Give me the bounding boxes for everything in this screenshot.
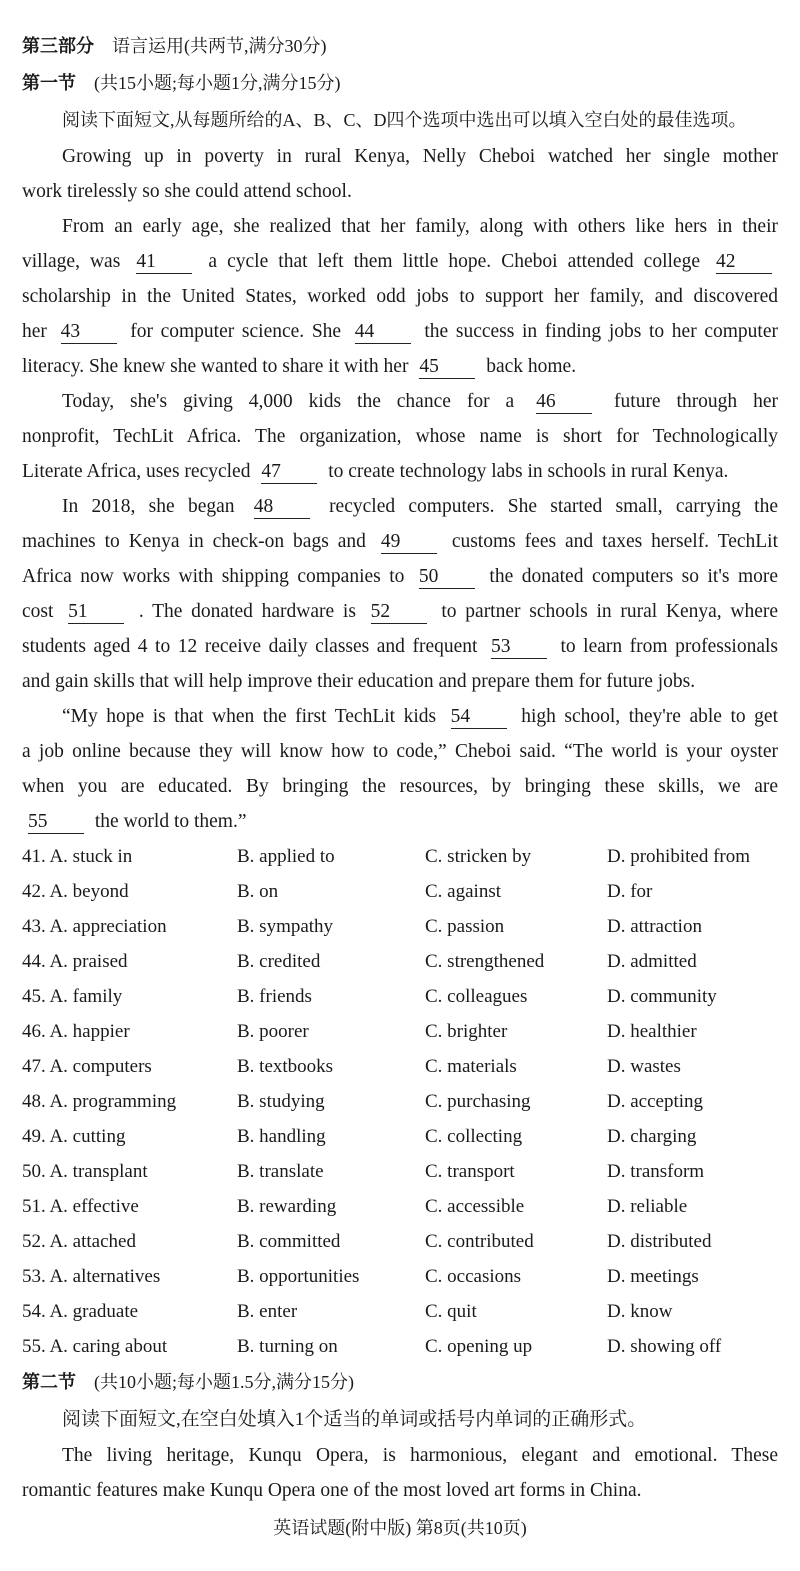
question-row [22, 1014, 778, 1049]
section2-info: (共10小题;每小题1.5分,满分15分) [94, 1372, 354, 1392]
option-c[interactable]: C. opening up [425, 1336, 533, 1357]
passage-text: Literate Africa, uses recycled [22, 461, 251, 482]
option-b[interactable]: B. applied to [237, 846, 335, 867]
option-b[interactable]: B. poorer [237, 1021, 309, 1042]
section1-instruction: 阅读下面短文,从每题所给的A、B、C、D四个选项中选出可以填入空白处的最佳选项。 [62, 110, 747, 130]
option-b[interactable]: B. enter [237, 1301, 298, 1322]
question-row [22, 909, 778, 944]
question-number: 44. [22, 951, 46, 972]
passage-text: literacy. She knew she wanted to share it with her [22, 356, 409, 377]
passage-text: village, was [22, 251, 121, 272]
question-row [22, 1224, 778, 1259]
passage-line [22, 419, 778, 454]
option-a-text: A. computers [49, 1056, 152, 1077]
passage-text: “My hope is that when the first TechLit kids [62, 706, 437, 727]
option-a[interactable] [22, 874, 129, 909]
passage-line [22, 664, 778, 699]
passage-text: back home. [486, 356, 577, 377]
option-b[interactable]: B. translate [237, 1161, 324, 1182]
passage-text: work tirelessly so she could attend school. [22, 181, 352, 202]
option-d[interactable]: D. transform [607, 1161, 705, 1182]
option-c[interactable]: C. purchasing [425, 1091, 531, 1112]
option-b[interactable]: B. friends [237, 986, 312, 1007]
question-number: 46. [22, 1021, 46, 1042]
option-d[interactable]: D. prohibited from [607, 846, 751, 867]
blank-54: 54 [451, 706, 507, 729]
question-row [22, 874, 778, 909]
option-a-text: A. happier [49, 1021, 130, 1042]
option-c[interactable]: C. accessible [425, 1196, 525, 1217]
passage-line [22, 314, 778, 349]
option-a[interactable] [22, 1154, 148, 1189]
passage-line [22, 384, 778, 419]
option-b[interactable]: B. sympathy [237, 916, 334, 937]
option-c[interactable]: C. brighter [425, 1021, 508, 1042]
blank-41: 41 [136, 251, 192, 274]
question-number: 50. [22, 1161, 46, 1182]
question-number: 54. [22, 1301, 46, 1322]
question-number: 49. [22, 1126, 46, 1147]
question-number: 47. [22, 1056, 46, 1077]
blank-50: 50 [419, 566, 475, 589]
blank-55: 55 [28, 811, 84, 834]
passage-line [22, 804, 778, 839]
option-c[interactable]: C. quit [425, 1301, 477, 1322]
passage-line [22, 734, 778, 769]
passage-text: to partner schools in rural Kenya, where [441, 601, 779, 622]
passage-text: Growing up in poverty in rural Kenya, Nelly Cheboi watched her single mother [62, 146, 778, 167]
question-number: 45. [22, 986, 46, 1007]
option-d[interactable]: D. accepting [607, 1091, 704, 1112]
option-a[interactable] [22, 1329, 167, 1364]
question-number: 51. [22, 1196, 46, 1217]
option-b[interactable]: B. rewarding [237, 1196, 337, 1217]
option-a[interactable] [22, 909, 167, 944]
blank-51: 51 [68, 601, 124, 624]
passage-text: students aged 4 to 12 receive daily classes and frequent [22, 636, 478, 657]
option-c[interactable]: C. collecting [425, 1126, 523, 1147]
option-a-text: A. stuck in [49, 846, 133, 867]
blank-53: 53 [491, 636, 547, 659]
option-b[interactable]: B. handling [237, 1126, 326, 1147]
option-a[interactable] [22, 1049, 152, 1084]
passage-text: nonprofit, TechLit Africa. The organization, whose name is short for Technologically [22, 426, 778, 447]
option-a[interactable] [22, 1294, 138, 1329]
section2-line: romantic features make Kunqu Opera one of the most loved art forms in China. [22, 1480, 642, 1501]
option-b[interactable]: B. studying [237, 1091, 325, 1112]
option-d[interactable]: D. attraction [607, 916, 702, 937]
option-d[interactable]: D. charging [607, 1126, 697, 1147]
passage-text: the world to them.” [94, 811, 247, 832]
passage-text: to learn from professionals [560, 636, 779, 657]
exam-page [22, 28, 778, 1547]
option-d[interactable]: D. community [607, 986, 717, 1007]
page-footer: 英语试题(附中版) 第8页(共10页) [273, 1518, 527, 1538]
option-a[interactable] [22, 1084, 176, 1119]
blank-45: 45 [419, 356, 475, 379]
section1-heading [22, 65, 778, 102]
option-c[interactable]: C. contributed [425, 1231, 534, 1252]
blank-48: 48 [254, 496, 310, 519]
option-c[interactable]: C. colleagues [425, 986, 528, 1007]
option-a-text: A. family [49, 986, 123, 1007]
section1-info: (共15小题;每小题1分,满分15分) [94, 73, 341, 93]
question-row [22, 1049, 778, 1084]
blank-52: 52 [371, 601, 427, 624]
option-d[interactable]: D. for [607, 881, 653, 902]
passage-text: From an early age, she realized that her family, along with others like hers in their [62, 216, 778, 237]
question-row [22, 1329, 778, 1364]
option-a-text: A. beyond [49, 881, 129, 902]
option-b[interactable]: B. opportunities [237, 1266, 360, 1287]
passage-text: scholarship in the United States, worked odd jobs to support her family, and discovered [22, 286, 778, 307]
question-row [22, 1119, 778, 1154]
passage-line [22, 349, 778, 384]
question-number: 43. [22, 916, 46, 937]
passage-text: for computer science. She [130, 321, 342, 342]
option-c[interactable]: C. transport [425, 1161, 515, 1182]
section1-title: 第一节 [22, 73, 76, 93]
passage-text: future through her [614, 391, 779, 412]
question-row [22, 1084, 778, 1119]
question-row [22, 1259, 778, 1294]
question-row [22, 1189, 778, 1224]
question-row [22, 839, 778, 874]
passage-text: a job online because they will know how to code,” Cheboi said. “The world is your oyster [22, 741, 778, 762]
passage-line [22, 699, 778, 734]
option-d[interactable]: D. healthier [607, 1021, 697, 1042]
passage-text: cost [22, 601, 54, 622]
question-list [22, 839, 778, 1364]
passage-line [22, 209, 778, 244]
option-a-text: A. alternatives [49, 1266, 161, 1287]
option-c[interactable]: C. stricken by [425, 846, 532, 867]
part-heading [22, 28, 778, 65]
option-b[interactable]: B. credited [237, 951, 321, 972]
part-title: 第三部分 [22, 36, 94, 56]
option-a[interactable] [22, 1014, 130, 1049]
passage-text: . The donated hardware is [138, 601, 356, 622]
passage-line [22, 279, 778, 314]
blank-43: 43 [61, 321, 117, 344]
option-b[interactable]: B. textbooks [237, 1056, 334, 1077]
passage-line [22, 524, 778, 559]
passage-text: Today, she's giving 4,000 kids the chance for a [62, 391, 515, 412]
option-a-text: A. effective [49, 1196, 139, 1217]
passage-line [22, 769, 778, 804]
blank-49: 49 [381, 531, 437, 554]
option-c[interactable]: C. materials [425, 1056, 517, 1077]
question-number: 48. [22, 1091, 46, 1112]
blank-46: 46 [536, 391, 592, 414]
option-a[interactable] [22, 1259, 160, 1294]
passage-text: to create technology labs in schools in rural Kenya. [328, 461, 729, 482]
passage-text: high school, they're able to get [521, 706, 778, 727]
section2-line: The living heritage, Kunqu Opera, is harmonious, elegant and emotional. These [62, 1445, 778, 1466]
passage-text: the success in finding jobs to her computer [424, 321, 778, 342]
section2-instruction: 阅读下面短文,在空白处填入1个适当的单词或括号内单词的正确形式。 [62, 1409, 647, 1430]
option-a-text: A. praised [49, 951, 128, 972]
option-d[interactable]: D. showing off [607, 1336, 722, 1357]
option-a-text: A. programming [49, 1091, 177, 1112]
option-b[interactable]: B. on [237, 881, 279, 902]
passage-text: customs fees and taxes herself. TechLit [451, 531, 779, 552]
option-d[interactable]: D. reliable [607, 1196, 688, 1217]
passage-text: In 2018, she began [62, 496, 235, 517]
passage-line [22, 594, 778, 629]
passage-text: the donated computers so it's more [489, 566, 779, 587]
cloze-passage [22, 139, 778, 839]
option-c[interactable]: C. passion [425, 916, 505, 937]
question-row [22, 1294, 778, 1329]
question-row [22, 944, 778, 979]
passage-text: Africa now works with shipping companies to [22, 566, 405, 587]
option-a[interactable] [22, 944, 128, 979]
option-d[interactable]: D. meetings [607, 1266, 699, 1287]
option-d[interactable]: D. wastes [607, 1056, 681, 1077]
passage-text: her [22, 321, 47, 342]
option-d[interactable]: D. admitted [607, 951, 697, 972]
section2-heading [22, 1364, 778, 1401]
option-a-text: A. appreciation [49, 916, 167, 937]
passage-text: recycled computers. She started small, carrying the [329, 496, 778, 517]
question-number: 42. [22, 881, 46, 902]
option-a-text: A. caring about [49, 1336, 168, 1357]
option-d[interactable]: D. distributed [607, 1231, 712, 1252]
option-b[interactable]: B. turning on [237, 1336, 338, 1357]
passage-line [22, 454, 778, 489]
option-a[interactable] [22, 1119, 125, 1154]
option-a-text: A. attached [49, 1231, 136, 1252]
option-a[interactable] [22, 979, 122, 1014]
question-number: 41. [22, 846, 46, 867]
section2-title: 第二节 [22, 1372, 76, 1392]
question-number: 53. [22, 1266, 46, 1287]
passage-text: when you are educated. By bringing the resources, by bringing these skills, we are [22, 776, 778, 797]
passage-line [22, 489, 778, 524]
passage-line [22, 629, 778, 664]
option-a-text: A. transplant [49, 1161, 148, 1182]
passage-text: a cycle that left them little hope. Cheboi attended college [208, 251, 700, 272]
option-c[interactable]: C. against [425, 881, 501, 902]
passage-text: and gain skills that will help improve their education and prepare them for future jobs. [22, 671, 696, 692]
blank-44: 44 [355, 321, 411, 344]
option-a[interactable] [22, 1224, 136, 1259]
passage-line [22, 139, 778, 174]
question-row [22, 1154, 778, 1189]
passage-text: machines to Kenya in check-on bags and [22, 531, 366, 552]
question-row [22, 979, 778, 1014]
option-a[interactable] [22, 1189, 139, 1224]
option-a-text: A. graduate [49, 1301, 139, 1322]
passage-line [22, 559, 778, 594]
option-c[interactable]: C. occasions [425, 1266, 522, 1287]
option-d[interactable]: D. know [607, 1301, 673, 1322]
option-c[interactable]: C. strengthened [425, 951, 545, 972]
question-number: 55. [22, 1336, 46, 1357]
blank-47: 47 [261, 461, 317, 484]
option-a-text: A. cutting [49, 1126, 126, 1147]
option-b[interactable]: B. committed [237, 1231, 341, 1252]
part-subtitle: 语言运用(共两节,满分30分) [112, 36, 327, 56]
question-number: 52. [22, 1231, 46, 1252]
option-a[interactable] [22, 839, 132, 874]
passage-line [22, 174, 778, 209]
blank-42: 42 [716, 251, 772, 274]
passage-line [22, 244, 778, 279]
